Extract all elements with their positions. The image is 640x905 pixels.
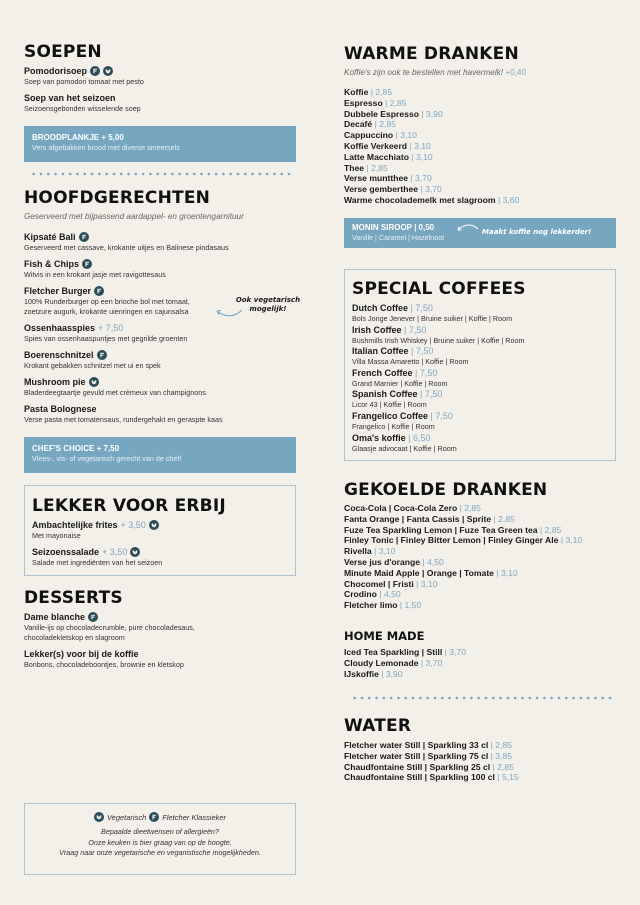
section-lekker-voor-erbij [24, 485, 296, 576]
drinks-list [344, 647, 616, 679]
separator: | [495, 194, 503, 205]
drink-name: Crodino [344, 589, 377, 600]
vegetarisch-icon [94, 812, 104, 822]
box-title: MONIN SIROOP | 0,50 [352, 223, 435, 232]
drink-item [344, 557, 616, 568]
section-home-made [344, 629, 616, 679]
special-coffee-desc: Glaasje advocaat | Koffie | Room [352, 443, 457, 453]
box-desc: Vlees-, vis- of vegetarisch gerecht van de chef! [32, 454, 182, 463]
drink-name: Finley Tonic | Finley Bitter Lemon | Finley Ginger Ale [344, 535, 559, 546]
separator: | [371, 546, 379, 557]
coffee-name: Frangelico Coffee [352, 410, 429, 421]
drink-name: Coca-Cola | Coca-Cola Zero [344, 503, 458, 513]
drink-price: 3,70 [425, 184, 442, 195]
legend-klassieker: Fletcher Klassieker [162, 812, 227, 822]
item-desc: Seizoensgebonden wisselende soep [24, 104, 141, 113]
allergy-note-3: Vraag naar onze vegetarische en veganistische mogelijkheden. [59, 848, 261, 857]
separator: | [418, 657, 426, 668]
item-desc: Witvis in een krokant jasje met ravigottesaus [24, 270, 166, 279]
drink-item [344, 579, 616, 590]
drink-name: Verse jus d'orange [344, 556, 421, 567]
drink-name: Warme chocolademelk met slagroom [344, 194, 496, 205]
drink-name: Fletcher limo [344, 600, 398, 611]
box-note: Maakt koffie nog lekkerder! [482, 228, 592, 236]
drink-item [344, 535, 616, 546]
menu-item [24, 231, 296, 253]
menu-item [24, 92, 296, 114]
dotted-divider [351, 696, 613, 700]
drink-item [344, 195, 616, 206]
drink-name: Fletcher water Still | Sparkling 33 cl [344, 740, 489, 750]
item-price: + 3,50 [102, 547, 128, 557]
separator: | [490, 761, 498, 772]
menu-item [32, 546, 287, 568]
special-coffee-name [352, 346, 607, 357]
item-name: Ossenhaasspies [24, 323, 96, 333]
menu-item [24, 648, 296, 670]
menu-item [24, 349, 296, 371]
separator: | [418, 108, 426, 119]
section-desserts [24, 588, 296, 670]
drink-item [344, 740, 616, 751]
item-desc: Verse pasta met tomatensaus, rundergehakt en geraspte kaas [24, 415, 223, 424]
drink-price: 3,70 [415, 173, 432, 184]
special-coffee-desc: Villa Massa Amaretto | Koffie | Room [352, 357, 469, 367]
drink-item [344, 119, 616, 130]
drinks-list [344, 740, 616, 783]
fletcher-klassieker-icon [88, 612, 98, 622]
section-title: HOME MADE [344, 629, 425, 643]
coffee-name: Italian Coffee [352, 346, 409, 357]
separator: | [364, 162, 372, 173]
drink-item [344, 109, 616, 120]
section-soepen [24, 42, 296, 114]
vegetarisch-icon [130, 547, 140, 557]
separator: | [491, 513, 499, 524]
item-name: Pomodorisoep [24, 66, 88, 76]
separator: | [428, 410, 436, 421]
separator: | [393, 130, 401, 141]
section-title: HOOFDGERECHTEN [24, 188, 211, 208]
coffee-price: 6,50 [413, 432, 431, 443]
section-title: DESSERTS [24, 588, 123, 608]
special-coffee-desc: Bushmills Irish Whiskey | Bruine suiker | Koffie | Room [352, 335, 525, 345]
drink-item [344, 514, 616, 525]
vegetarisch-icon [103, 66, 113, 76]
drink-name: Cappuccino [344, 130, 394, 141]
drink-name: Fuze Tea Sparkling Lemon | Fuze Tea Green tea [344, 524, 538, 535]
section-warme-dranken [344, 44, 616, 206]
drink-name: Fletcher water Still | Sparkling 75 cl [344, 750, 489, 761]
separator: | [488, 750, 496, 761]
menu-item [24, 403, 296, 425]
separator: | [405, 432, 414, 443]
drink-item [344, 669, 616, 680]
menu-item [24, 65, 296, 87]
section-title: LEKKER VOOR ERBIJ [32, 496, 226, 516]
separator: | [457, 503, 465, 513]
drink-price: 2,85 [495, 740, 513, 750]
drink-name: Verse gemberthee [344, 184, 419, 195]
special-coffee-desc: Bols Jonge Jenever | Bruine suiker | Koffie | Room [352, 314, 513, 323]
drink-name: Iced Tea Sparkling | Still [344, 647, 443, 657]
item-name: Soep van het seizoen [24, 93, 116, 103]
separator: | [494, 772, 502, 783]
item-name: Dame blanche [24, 612, 86, 622]
legend-vegetarisch: Vegetarisch [106, 812, 147, 822]
drink-price: 3,85 [495, 750, 513, 761]
drink-price: 2,85 [375, 87, 393, 97]
legend-box [24, 803, 296, 875]
drink-price: 2,85 [497, 761, 514, 772]
section-title: GEKOELDE DRANKEN [344, 480, 548, 500]
fletcher-klassieker-icon [90, 66, 100, 76]
drink-item [344, 772, 616, 783]
section-subtitle [344, 67, 616, 78]
coffee-price: 7,50 [415, 346, 434, 357]
separator: | [372, 119, 380, 130]
subtitle-price: +0,40 [505, 68, 527, 77]
coffee-price: 7,50 [424, 389, 443, 400]
note-text: Ook vegetarisch mogelijk! [235, 296, 301, 313]
special-coffee-name [352, 325, 607, 336]
drink-name: Rivella [344, 546, 372, 557]
arrow-icon [456, 223, 480, 233]
drink-item [344, 525, 616, 536]
item-desc: Bonbons, chocoladeboontjes, brownie en kletskop [24, 660, 184, 669]
drink-name: Koffie Verkeerd [344, 140, 408, 151]
broodplankje-box [24, 126, 296, 162]
drink-item [344, 87, 616, 98]
separator: | [412, 367, 420, 378]
item-name: Pasta Bolognese [24, 404, 97, 414]
special-coffee-desc: Frangelico | Koffie | Room [352, 421, 435, 431]
separator: | [493, 567, 501, 578]
coffee-price: 7,50 [435, 410, 453, 421]
drink-item [344, 647, 616, 658]
separator: | [408, 173, 416, 184]
item-desc: Salade met ingrediënten van het seizoen [32, 558, 163, 567]
allergy-note-1: Bepaalde dieetwensen of allergieën? [101, 827, 219, 836]
vegetarisch-icon [89, 377, 99, 387]
drink-name: Dubbele Espresso [344, 108, 419, 119]
drink-name: Decafé [344, 119, 373, 130]
separator: | [413, 578, 421, 589]
item-name: Ambachtelijke frites [32, 520, 118, 530]
separator: | [408, 151, 416, 162]
section-title: SOEPEN [24, 42, 102, 62]
special-coffees-list [352, 303, 607, 454]
allergy-note-2: Onze keuken is hier graag van op de hoogte. [88, 837, 232, 847]
section-title: WATER [344, 716, 412, 736]
chefs-choice-box [24, 437, 296, 473]
drink-item [344, 546, 616, 557]
drink-price: 3,10 [378, 546, 396, 557]
drink-price: 3,60 [502, 194, 520, 205]
section-water [344, 716, 616, 783]
item-desc: Met mayonaise [32, 531, 81, 540]
drink-price: 2,85 [371, 162, 388, 173]
section-gekoelde-dranken [344, 480, 616, 611]
drink-item [344, 762, 616, 773]
item-name: Fletcher Burger [24, 286, 92, 296]
drink-price: 2,85 [498, 513, 515, 524]
fletcher-klassieker-icon [149, 812, 159, 822]
separator: | [376, 589, 384, 600]
drink-price: 3,10 [400, 130, 417, 141]
item-name: Kipsaté Bali [24, 232, 76, 242]
drink-item [344, 173, 616, 184]
drink-item [344, 141, 616, 152]
item-desc: 100% Runderburger op een brioche bol met tomaat, zoetzure augurk, krokante uienringen en cajunsalsa [24, 297, 190, 316]
drink-price: 2,85 [379, 119, 396, 130]
drink-item [344, 600, 616, 611]
coffee-price: 7,50 [415, 303, 433, 313]
coffee-name: Irish Coffee [352, 324, 402, 335]
separator: | [420, 556, 428, 567]
special-coffee-name [352, 389, 607, 400]
separator: | [408, 346, 416, 357]
drink-price: 3,10 [420, 578, 438, 589]
drink-price: 4,50 [427, 556, 444, 567]
separator: | [407, 140, 415, 151]
item-desc: Geserveerd met cassave, krokante uitjes en Balinese pindasaus [24, 243, 229, 252]
section-subtitle: Geserveerd met bijpassend aardappel- en groentengarnituur [24, 212, 244, 221]
monin-siroop-box [344, 218, 616, 248]
drink-price: 1,50 [404, 600, 422, 611]
separator: | [558, 535, 566, 546]
drink-name: Latte Macchiato [344, 151, 409, 162]
separator: | [417, 389, 425, 400]
coffee-name: French Coffee [352, 367, 413, 378]
item-name: Fish & Chips [24, 259, 80, 269]
menu-item [32, 519, 287, 541]
drink-name: Espresso [344, 97, 383, 108]
drink-name: IJskoffie [344, 668, 379, 679]
drink-price: 3,90 [385, 668, 403, 679]
coffee-name: Oma's koffie [352, 432, 406, 443]
separator: | [368, 87, 376, 97]
menu-item [24, 611, 296, 643]
separator: | [397, 600, 405, 611]
drink-name: Chocomel | Fristi [344, 578, 414, 589]
item-desc: Vanille-ijs op chocoladecrumble, pure chocoladesaus, chocoladekletskop en slagroom [24, 623, 195, 642]
vegetarisch-icon [149, 520, 159, 530]
fletcher-klassieker-icon [82, 259, 92, 269]
coffee-name: Spanish Coffee [352, 389, 418, 400]
special-coffee-name [352, 303, 607, 314]
section-title: SPECIAL COFFEES [352, 279, 526, 299]
drink-item [344, 568, 616, 579]
box-title: BROODPLANKJE + 5,00 [32, 133, 124, 142]
drink-name: Thee [344, 162, 365, 173]
drink-price: 3,10 [414, 140, 431, 151]
dotted-divider [30, 172, 292, 176]
drink-item [344, 163, 616, 174]
coffee-price: 7,50 [419, 367, 438, 378]
drink-price: 2,85 [544, 524, 562, 535]
fletcher-klassieker-icon [97, 350, 107, 360]
drink-price: 2,85 [464, 503, 481, 513]
drink-price: 3,90 [426, 108, 443, 119]
drink-price: 5,15 [501, 772, 519, 783]
section-special-coffees [344, 269, 616, 461]
box-desc: Vanille | Caramel | Hazelnoot [352, 233, 445, 242]
coffee-price: 7,50 [408, 324, 427, 335]
item-price: + 3,50 [120, 520, 146, 530]
item-name: Lekker(s) voor bij de koffie [24, 649, 139, 659]
drinks-list [344, 503, 616, 611]
separator: | [418, 184, 426, 195]
drink-item [344, 503, 616, 514]
drink-item [344, 184, 616, 195]
separator: | [401, 324, 409, 335]
item-name: Mushroom pie [24, 377, 86, 387]
item-desc: Spies van ossenhaaspuntjes met gegrilde groenten [24, 334, 188, 343]
box-title: CHEF'S CHOICE + 7,50 [32, 444, 120, 453]
fletcher-klassieker-icon [94, 286, 104, 296]
arrow-icon [214, 306, 244, 318]
item-desc: Soep van pomodori tomaat met pesto [24, 77, 144, 86]
drink-price: 4,50 [383, 589, 401, 600]
menu-item [24, 258, 296, 280]
drink-name: Chaudfontaine Still | Sparkling 25 cl [344, 761, 491, 772]
fletcher-klassieker-icon [79, 232, 89, 242]
drink-name: Cloudy Lemonade [344, 657, 419, 668]
separator: | [378, 668, 386, 679]
drink-price: 3,10 [565, 535, 583, 546]
menu-item [24, 322, 296, 344]
drink-item [344, 98, 616, 109]
drink-name: Minute Maid Apple | Orange | Tomate [344, 567, 494, 578]
special-coffee-name [352, 433, 607, 444]
special-coffee-desc: Grand Marnier | Koffie | Room [352, 378, 448, 388]
special-coffee-name [352, 411, 607, 422]
coffee-name: Dutch Coffee [352, 303, 408, 313]
drink-name: Fanta Orange | Fanta Cassis | Sprite [344, 513, 492, 524]
drink-price: 3,70 [449, 647, 466, 657]
drinks-list [344, 87, 616, 206]
section-title: WARME DRANKEN [344, 44, 519, 64]
drink-item [344, 152, 616, 163]
drink-item [344, 658, 616, 669]
drink-name: Koffie [344, 87, 369, 97]
drink-price: 3,70 [425, 657, 443, 668]
drink-price: 3,10 [415, 151, 433, 162]
drink-item [344, 130, 616, 141]
drink-name: Chaudfontaine Still | Sparkling 100 cl [344, 772, 495, 783]
separator: | [408, 303, 416, 313]
drink-item [344, 751, 616, 762]
drink-item [344, 589, 616, 600]
item-name: Boerenschnitzel [24, 350, 94, 360]
item-name: Seizoenssalade [32, 547, 100, 557]
separator: | [488, 740, 496, 750]
special-coffee-desc: Licor 43 | Koffie | Room [352, 400, 427, 410]
separator: | [442, 647, 450, 657]
drink-price: 3,10 [500, 567, 518, 578]
item-price: + 7,50 [98, 323, 124, 333]
item-desc: Bladerdeegtaartje gevuld met crèmeux van champignons [24, 388, 206, 397]
menu-item [24, 376, 296, 398]
drink-price: 2,85 [389, 97, 407, 108]
special-coffee-name [352, 368, 607, 379]
box-desc: Vers afgebakken brood met diverse smeersels [32, 143, 180, 152]
vegetarisch-note [212, 296, 302, 314]
item-desc: Krokant gebakken schnitzel met ui en spek [24, 361, 161, 370]
separator: | [537, 524, 545, 535]
subtitle-text: Koffie's zijn ook te bestellen met havermelk! [344, 68, 504, 77]
separator: | [382, 97, 390, 108]
drink-name: Verse muntthee [344, 173, 408, 184]
